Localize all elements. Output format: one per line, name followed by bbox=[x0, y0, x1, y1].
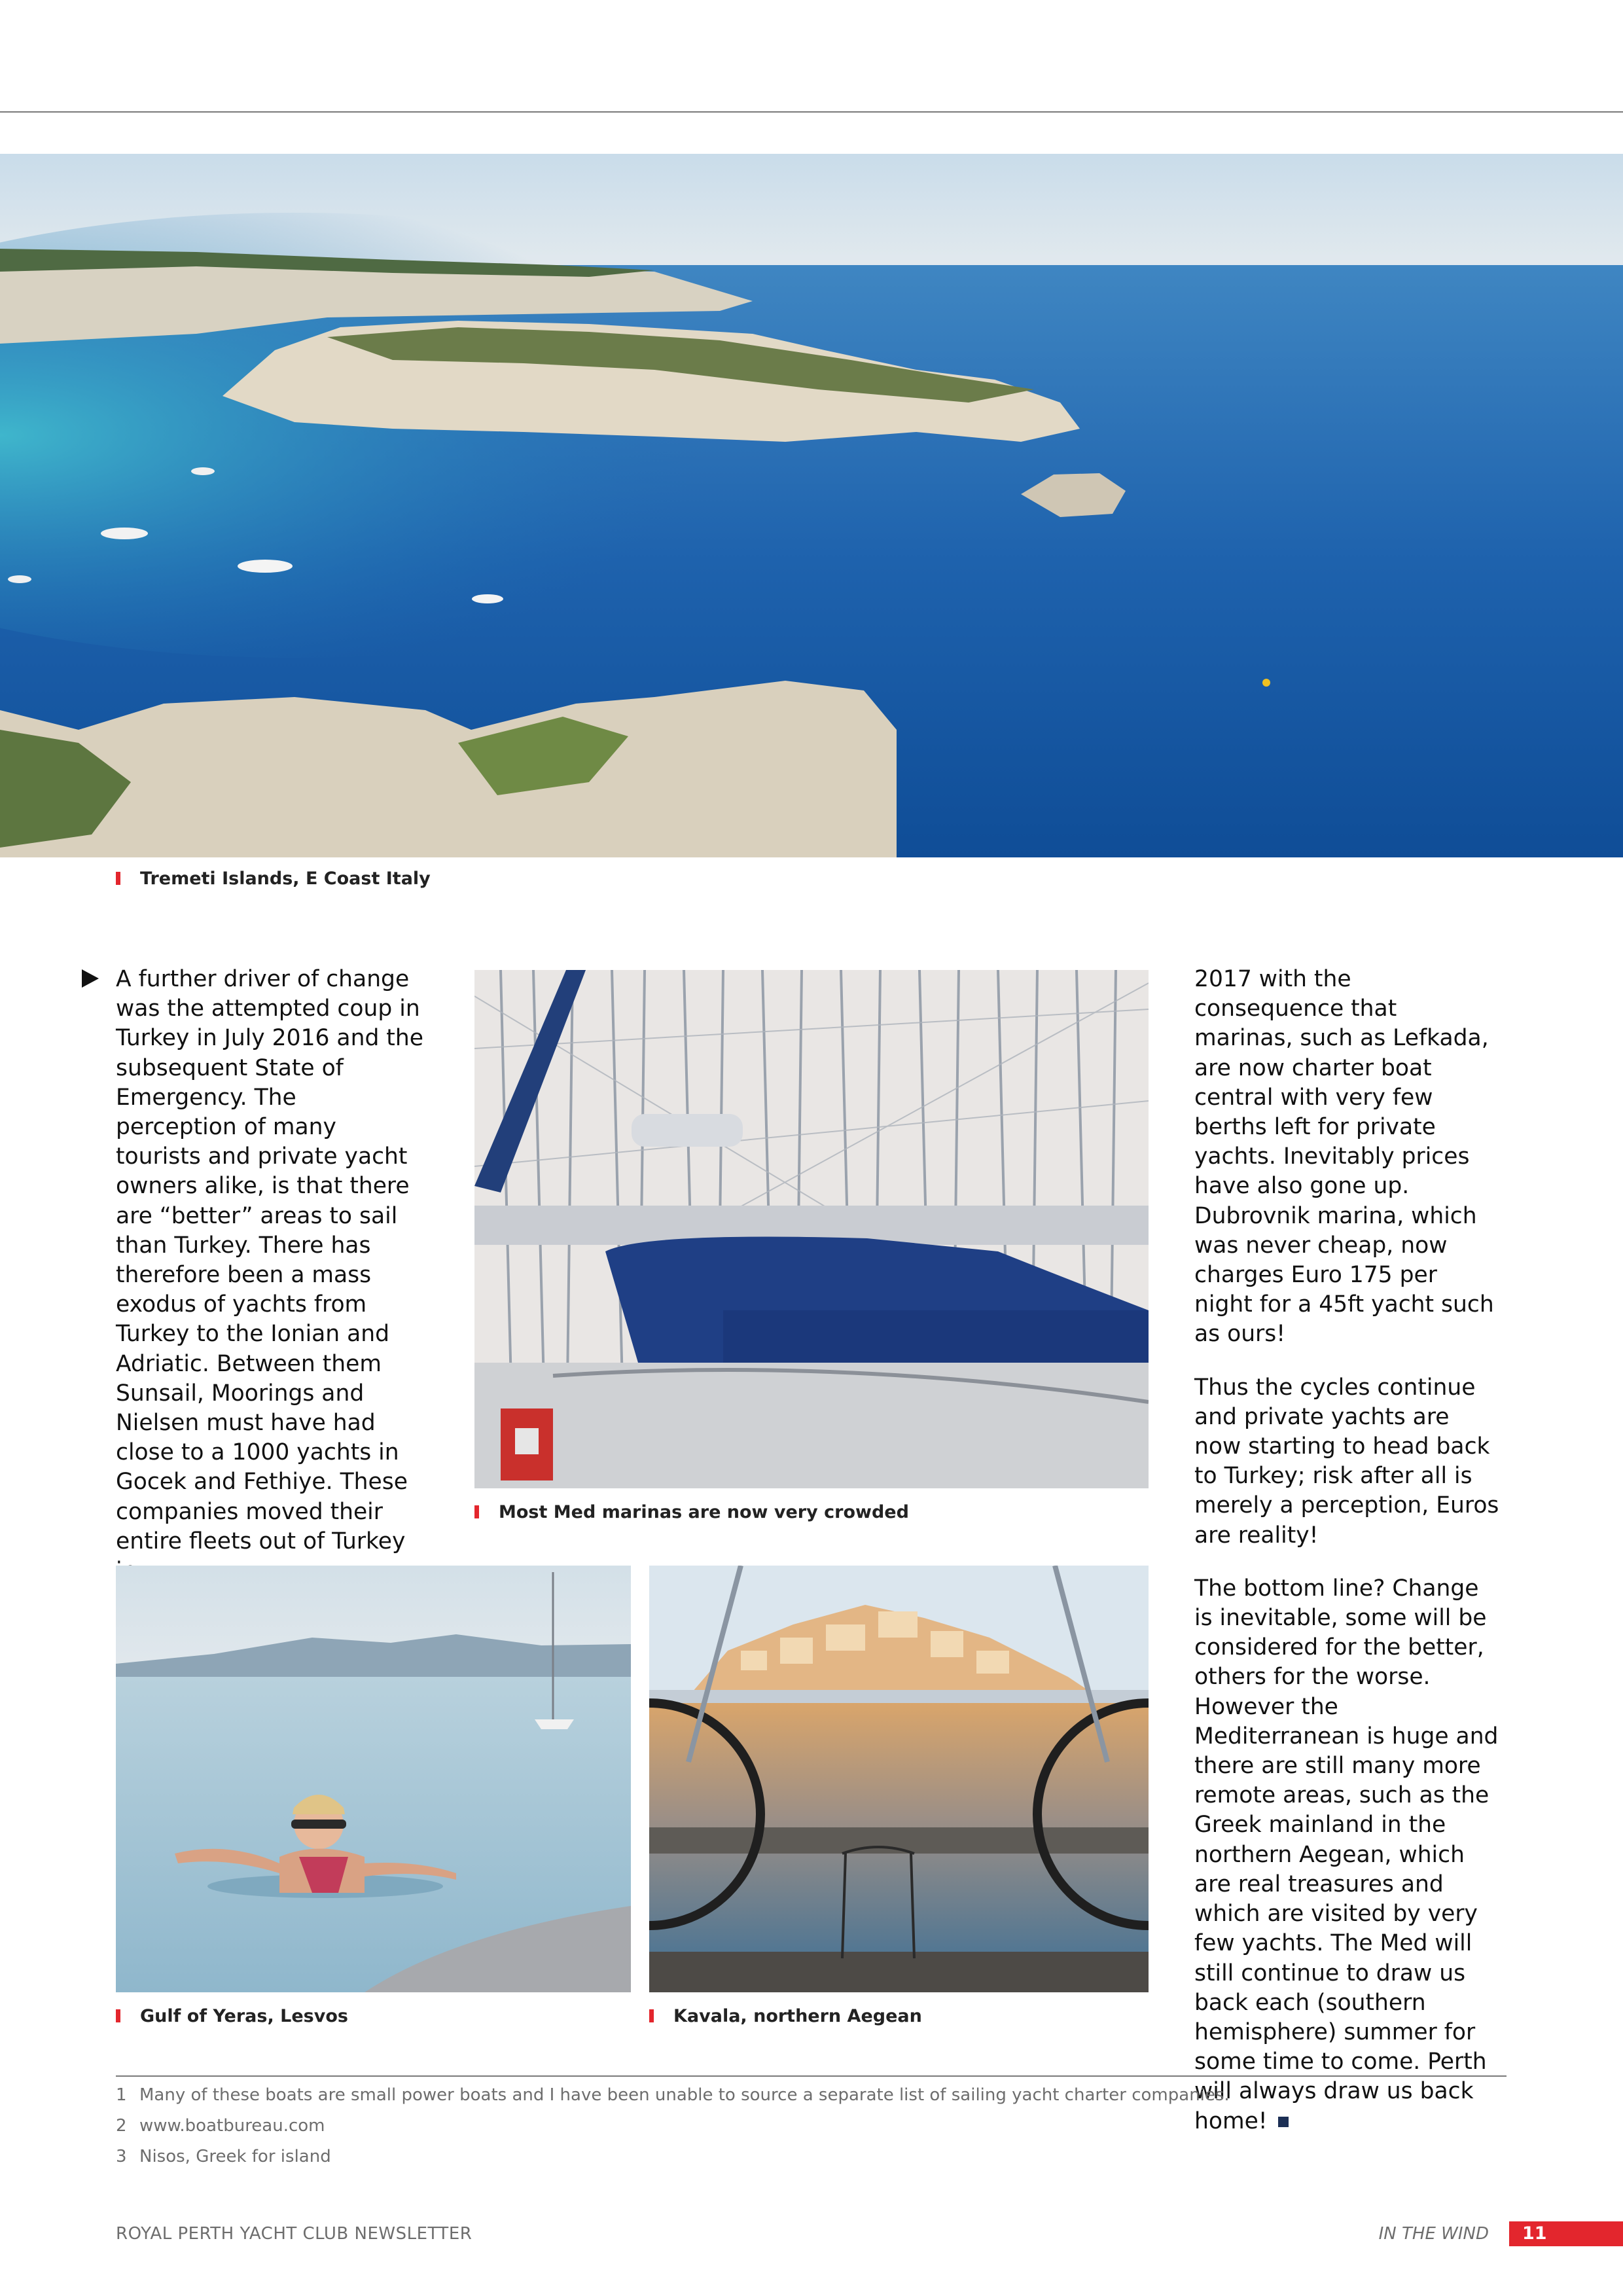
footnote-number: 2 bbox=[116, 2116, 127, 2136]
caption-marker bbox=[116, 872, 120, 885]
hero-photo-tremeti-islands bbox=[0, 154, 1623, 857]
hero-caption-text: Tremeti Islands, E Coast Italy bbox=[140, 868, 431, 889]
caption-marker bbox=[474, 1505, 479, 1518]
left-column-paragraph: A further driver of change was the attempted coup in Turkey in July 2016 and the subsequent State of Emergency. The perception of many tourists and private yacht owners alike, is that there are “better” areas to sail than Turkey. There has therefore been a mass exodus of yachts from Turkey to the Ionian and Adriatic. Between them Sunsail, Moorings and Nielsen must have had close to a 1000 yachts in Gocek and Fethiye. These companies moved their entire fleets out of Turkey bbox=[116, 966, 423, 1554]
footnote-3 bbox=[116, 2142, 1230, 2172]
right-column-paragraph-1: 2017 with the consequence that marinas, such as Lefkada, are now charter boat central with very few berths left for private yachts. Inevitably prices have also gone up. Dubrovnik marina, which was never cheap, now charges Euro 175 per night for a 45ft yacht such as ours! bbox=[1194, 966, 1494, 1348]
footnote-2 bbox=[116, 2111, 1230, 2142]
lesvos-caption bbox=[116, 2003, 348, 2029]
footnote-text: Many of these boats are small power boats and I have been unable to source a separate list of sailing yacht charter companies. bbox=[139, 2085, 1230, 2105]
right-column-paragraph-3-text: The bottom line? Change is inevitable, some will be considered for the better, others for the worse. However the Mediterranean is huge and there are still many more remote areas, such as the Greek mainland in the northern Aegean, which are real treasures and which are visited by very few yachts. The Med will still continue to draw us back each (southern hemisphere) summer for some time to come. Perth will always draw us back home! bbox=[1194, 1575, 1499, 2134]
footer-section-name: IN THE WIND bbox=[1378, 2224, 1489, 2244]
marina-caption bbox=[474, 1499, 909, 1525]
footnote-number: 3 bbox=[116, 2147, 127, 2166]
hero-caption bbox=[116, 865, 431, 891]
right-column-paragraph-3 bbox=[1194, 1574, 1502, 2136]
footnote-text: www.boatbureau.com bbox=[139, 2116, 325, 2136]
lesvos-caption-text: Gulf of Yeras, Lesvos bbox=[140, 2005, 348, 2026]
footer-publication-name: ROYAL PERTH YACHT CLUB NEWSLETTER bbox=[116, 2224, 473, 2244]
caption-marker bbox=[649, 2009, 654, 2022]
marina-photo bbox=[474, 970, 1149, 1488]
right-column-paragraph-2: Thus the cycles continue and private yachts are now starting to head back to Turkey; risk after all is merely a perception, Euros are reality! bbox=[1194, 1374, 1499, 1549]
footnotes bbox=[116, 2080, 1230, 2172]
page-number: 11 bbox=[1509, 2221, 1623, 2246]
article-right-column bbox=[1194, 965, 1502, 2136]
footnote-rule bbox=[116, 2075, 1507, 2077]
caption-marker bbox=[116, 2009, 120, 2022]
kavala-caption bbox=[649, 2003, 922, 2029]
continuation-arrow-icon bbox=[82, 969, 99, 988]
marina-caption-text: Most Med marinas are now very crowded bbox=[499, 1501, 909, 1522]
footnote-1 bbox=[116, 2080, 1230, 2111]
footnote-number: 1 bbox=[116, 2085, 127, 2105]
footnote-text: Nisos, Greek for island bbox=[139, 2147, 331, 2166]
end-of-article-mark bbox=[1278, 2117, 1289, 2127]
kavala-photo bbox=[649, 1566, 1149, 1992]
header-rule bbox=[0, 111, 1623, 113]
lesvos-photo bbox=[116, 1566, 631, 1992]
kavala-caption-text: Kavala, northern Aegean bbox=[673, 2005, 922, 2026]
article-left-column bbox=[116, 965, 423, 1586]
